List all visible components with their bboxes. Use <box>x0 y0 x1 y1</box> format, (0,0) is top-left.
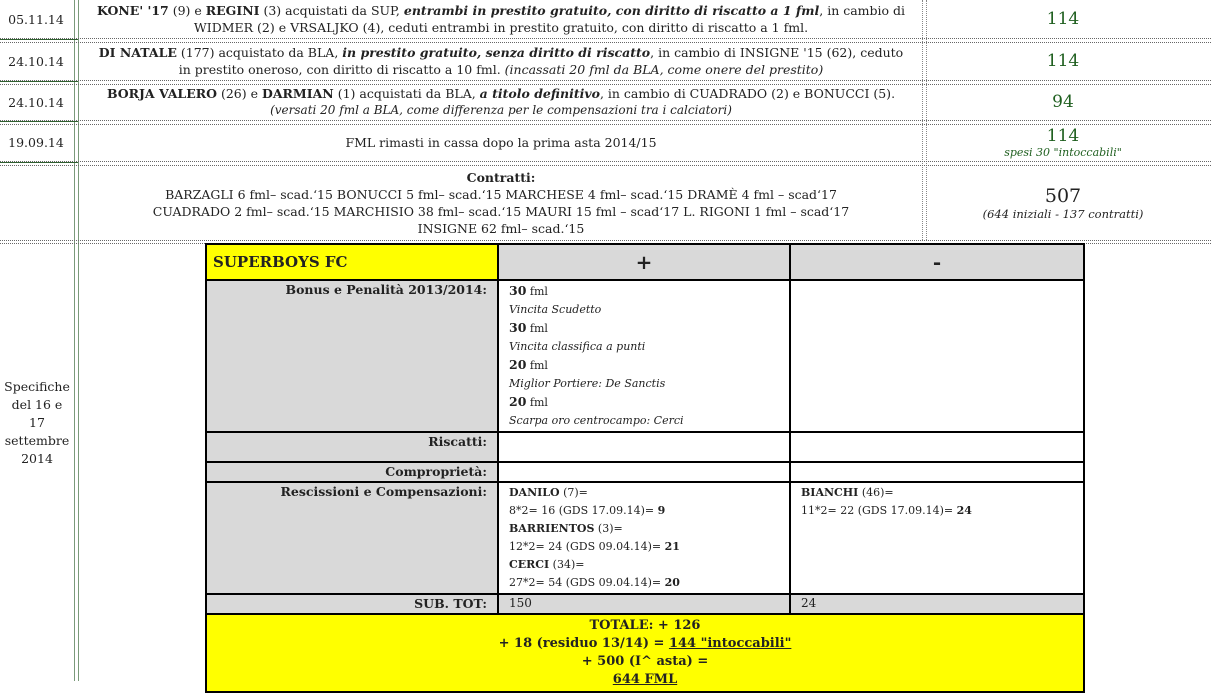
divider <box>0 120 1211 121</box>
subtotal-minus: 24 <box>790 594 1084 614</box>
total-row <box>206 614 1084 692</box>
subtotal-row <box>206 594 1084 614</box>
contracts-list: Contratti: BARZAGLI 6 fml– scad.‘15 BONUCCI 5 fml– scad.‘15 MARCHESE 4 fml– scad.‘15 DRAMÈ 4 fml – scad‘17 CUADRADO 2 fml– scad.‘15 MARCHISIO 38 fml– scad.‘15 MAURI 15 fml – scad‘17 L. RIGONI 1 fml – scad‘17 INSIGNE 62 fml– scad.‘15 <box>152 169 850 236</box>
row-date: 05.11.14 <box>8 11 64 27</box>
bonus-minus-cell <box>790 280 1084 432</box>
bonus-label: Bonus e Penalità 2013/2014: <box>206 280 498 432</box>
comproprieta-row <box>206 462 1084 482</box>
transaction-row <box>0 0 1211 38</box>
row-date: 24.10.14 <box>8 94 64 110</box>
divider <box>0 80 1211 81</box>
bonus-plus-cell: 30 fml Vincita Scudetto 30 fml Vincita classifica a punti 20 fml Miglior Portiere: De Sanctis 20 fml Scarpa oro centrocampo: Cerci <box>498 280 790 432</box>
rescissioni-row <box>206 482 1084 594</box>
row-description: BORJA VALERO (26) e DARMIAN (1) acquistati da BLA, a titolo definitivo, in cambio di CUADRADO (2) e BONUCCI (5). (versati 20 fml a BLA, come differenza per le compensazioni tra i calciatori) <box>106 86 896 117</box>
row-date: 19.09.14 <box>8 135 64 150</box>
riscatti-row <box>206 432 1084 462</box>
subtotal-label: SUB. TOT: <box>206 594 498 614</box>
divider <box>0 39 78 40</box>
divider <box>0 240 1211 241</box>
divider <box>0 162 78 163</box>
team-name: SUPERBOYS FC <box>206 244 498 280</box>
transaction-row <box>0 42 1211 80</box>
total-cell: TOTALE: + 126 + 18 (residuo 13/14) = 144 "intoccabili" + 500 (I^ asta) = 644 FML <box>206 614 1084 692</box>
row-balance: 114 <box>1046 51 1080 71</box>
plus-column-header: + <box>498 244 790 280</box>
rescissioni-plus-cell: DANILO (7)= 8*2= 16 (GDS 17.09.14)= 9 BARRIENTOS (3)= 12*2= 24 (GDS 09.04.14)= 21 CERCI (34)= 27*2= 54 (GDS 09.04.14)= 20 <box>498 482 790 594</box>
row-date: 24.10.14 <box>8 53 64 69</box>
contracts-row <box>0 165 1211 240</box>
divider <box>0 38 1211 39</box>
transaction-row <box>0 124 1211 161</box>
minus-column-header: - <box>790 244 1084 280</box>
row-description: DI NATALE (177) acquistato da BLA, in prestito gratuito, senza diritto di riscatto, in cambio di INSIGNE '15 (62), ceduto in prestito oneroso, con diritto di riscatto a 10 fml. (incassati 20 fml da BLA, come onere del prestito) <box>98 45 904 77</box>
spec-label: Specifiche del 16 e 17 settembre 2014 <box>4 379 70 466</box>
contracts-balance: 507 (644 iniziali - 137 contratti) <box>982 184 1144 221</box>
divider <box>0 121 78 122</box>
row-balance: 114 spesi 30 "intoccabili" <box>1004 126 1122 159</box>
bonus-row <box>206 280 1084 432</box>
row-balance: 114 <box>1046 9 1080 29</box>
riscatti-label: Riscatti: <box>206 432 498 462</box>
divider <box>0 161 1211 162</box>
transaction-row <box>0 84 1211 120</box>
table-header-row <box>206 244 1084 280</box>
divider <box>0 81 78 82</box>
team-summary-table <box>205 243 1085 693</box>
row-description: KONE' '17 (9) e REGINI (3) acquistati da SUP, entrambi in prestito gratuito, con diritto di riscatto a 1 fml, in cambio di WIDMER (2) e VRSALJKO (4), ceduti entrambi in prestito gratuito, con diritto di riscatto a 1 fml. <box>96 3 906 35</box>
subtotal-plus: 150 <box>498 594 790 614</box>
rescissioni-minus-cell: BIANCHI (46)= 11*2= 22 (GDS 17.09.14)= 24 <box>790 482 1084 594</box>
row-description: FML rimasti in cassa dopo la prima asta 2014/15 <box>345 135 657 150</box>
comproprieta-label: Comproprietà: <box>206 462 498 482</box>
row-balance: 94 <box>1052 92 1074 112</box>
rescissioni-label: Rescissioni e Compensazioni: <box>206 482 498 594</box>
